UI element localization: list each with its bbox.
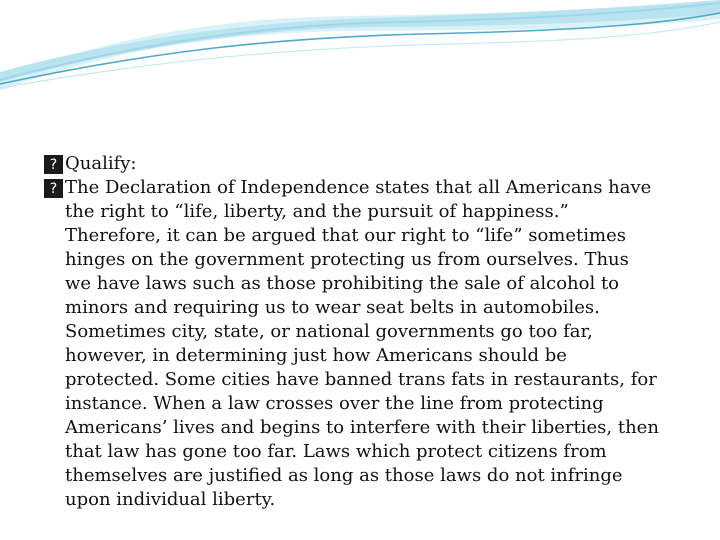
bullet-text: [65, 152, 137, 176]
bullet-line: however, in determining just how Americans should be: [65, 345, 567, 366]
bullet-item-qualify: [44, 152, 694, 176]
bullet-line: upon individual liberty.: [65, 489, 276, 510]
bullet-line: that law has gone too far. Laws which protect citizens from: [65, 441, 607, 462]
bullet-text: [65, 176, 659, 512]
bullet-line: Therefore, it can be argued that our right to “life” sometimes: [65, 225, 626, 246]
decorative-wave-header: [0, 0, 720, 90]
bullet-line: The Declaration of Independence states that all Americans have: [65, 177, 652, 198]
bullet-item-declaration-argument: [44, 176, 694, 512]
bullet-line: Americans’ lives and begins to interfere with their liberties, then: [65, 417, 659, 438]
bullet-line: Sometimes city, state, or national governments go too far,: [65, 321, 593, 342]
bullet-line: instance. When a law crosses over the line from protecting: [65, 393, 604, 414]
bullet-line: themselves are justified as long as those laws do not infringe: [65, 465, 623, 486]
bullet-placeholder-icon: ?: [44, 179, 63, 198]
bullet-line: the right to “life, liberty, and the pursuit of happiness.”: [65, 201, 569, 222]
bullet-line: protected. Some cities have banned trans fats in restaurants, for: [65, 369, 657, 390]
bullet-line: we have laws such as those prohibiting the sale of alcohol to: [65, 273, 620, 294]
bullet-line: minors and requiring us to wear seat belts in automobiles.: [65, 297, 600, 318]
bullet-line: hinges on the government protecting us from ourselves. Thus: [65, 249, 629, 270]
bullet-line: Qualify:: [65, 153, 137, 174]
slide-body: [44, 152, 694, 512]
bullet-placeholder-icon: ?: [44, 155, 63, 174]
